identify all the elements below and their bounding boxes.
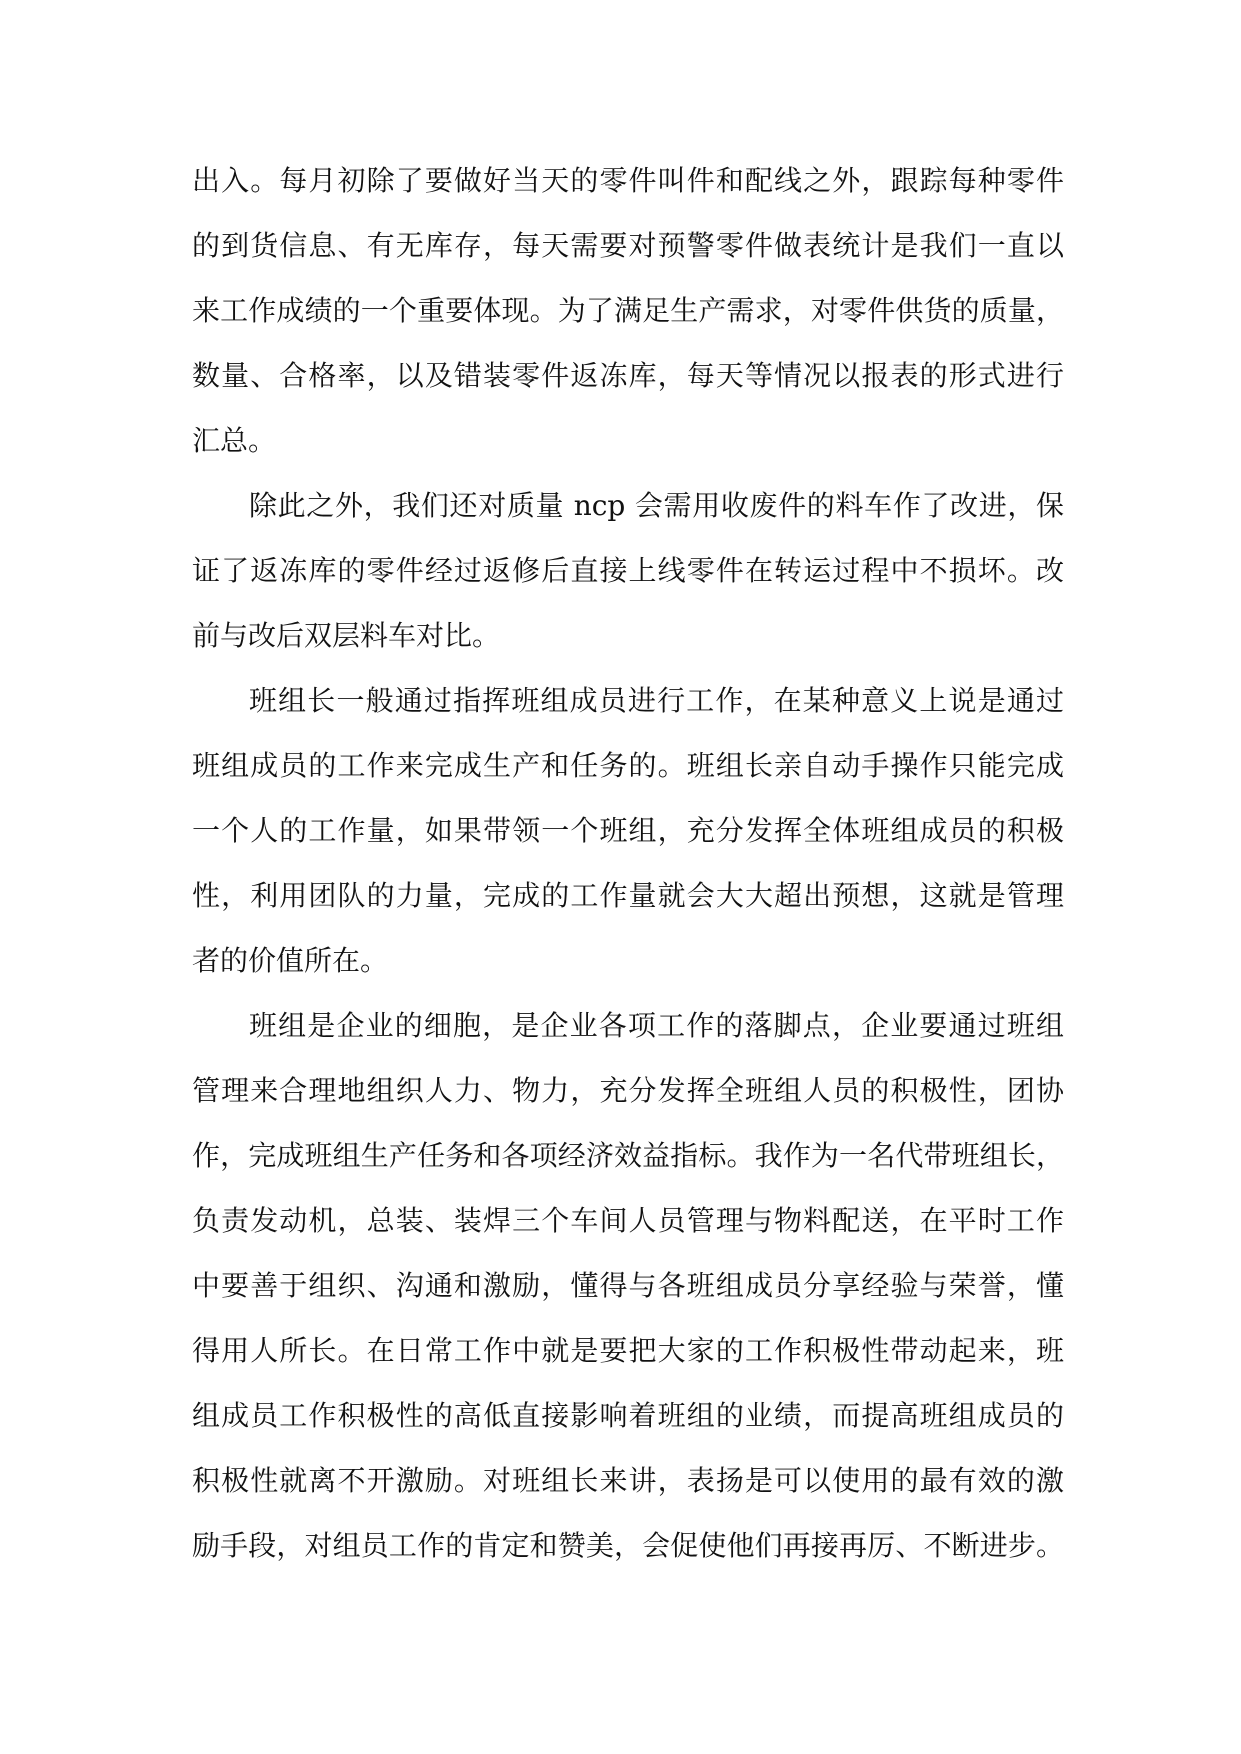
text-line: 管理来合理地组织人力、物力，充分发挥全班组人员的积极性，团协 — [192, 1074, 1064, 1107]
text-line: 班组长一般通过指挥班组成员进行工作，在某种意义上说是通过 — [249, 684, 1064, 717]
text-line: 证了返冻库的零件经过返修后直接上线零件在转运过程中不损坏。改 — [192, 554, 1064, 587]
text-line: 的到货信息、有无库存，每天需要对预警零件做表统计是我们一直以 — [192, 229, 1064, 262]
text-line: 班组成员的工作来完成生产和任务的。班组长亲自动手操作只能完成 — [192, 749, 1064, 782]
text-line: 者的价值所在。 — [192, 944, 389, 977]
text-line: 负责发动机，总装、装焊三个车间人员管理与物料配送，在平时工作 — [192, 1204, 1064, 1237]
document-body — [192, 148, 1064, 1578]
text-line: 励手段，对组员工作的肯定和赞美，会促使他们再接再厉、不断进步。 — [192, 1529, 1064, 1562]
text-line: 积极性就离不开激励。对班组长来讲，表扬是可以使用的最有效的激 — [192, 1464, 1064, 1497]
text-line: 前与改后双层料车对比。 — [192, 619, 501, 652]
paragraph-1 — [192, 148, 1064, 473]
text-line: 班组是企业的细胞，是企业各项工作的落脚点，企业要通过班组 — [249, 1009, 1064, 1042]
paragraph-4 — [192, 993, 1064, 1578]
paragraph-2 — [192, 473, 1064, 668]
text-line: 除此之外，我们还对质量 ncp 会需用收废件的料车作了改进，保 — [249, 489, 1064, 522]
text-line: 中要善于组织、沟通和激励，懂得与各班组成员分享经验与荣誉，懂 — [192, 1269, 1064, 1302]
text-line: 一个人的工作量，如果带领一个班组，充分发挥全体班组成员的积极 — [192, 814, 1064, 847]
text-line: 汇总。 — [192, 424, 277, 457]
text-line: 作，完成班组生产任务和各项经济效益指标。我作为一名代带班组长， — [192, 1139, 1064, 1172]
text-line: 性，利用团队的力量，完成的工作量就会大大超出预想，这就是管理 — [192, 879, 1064, 912]
text-line: 组成员工作积极性的高低直接影响着班组的业绩，而提高班组成员的 — [192, 1399, 1064, 1432]
text-line: 得用人所长。在日常工作中就是要把大家的工作积极性带动起来，班 — [192, 1334, 1064, 1367]
text-line: 来工作成绩的一个重要体现。为了满足生产需求，对零件供货的质量， — [192, 294, 1064, 327]
paragraph-3 — [192, 668, 1064, 993]
text-line: 数量、合格率，以及错装零件返冻库，每天等情况以报表的形式进行 — [192, 359, 1064, 392]
text-line: 出入。每月初除了要做好当天的零件叫件和配线之外，跟踪每种零件 — [192, 164, 1064, 197]
